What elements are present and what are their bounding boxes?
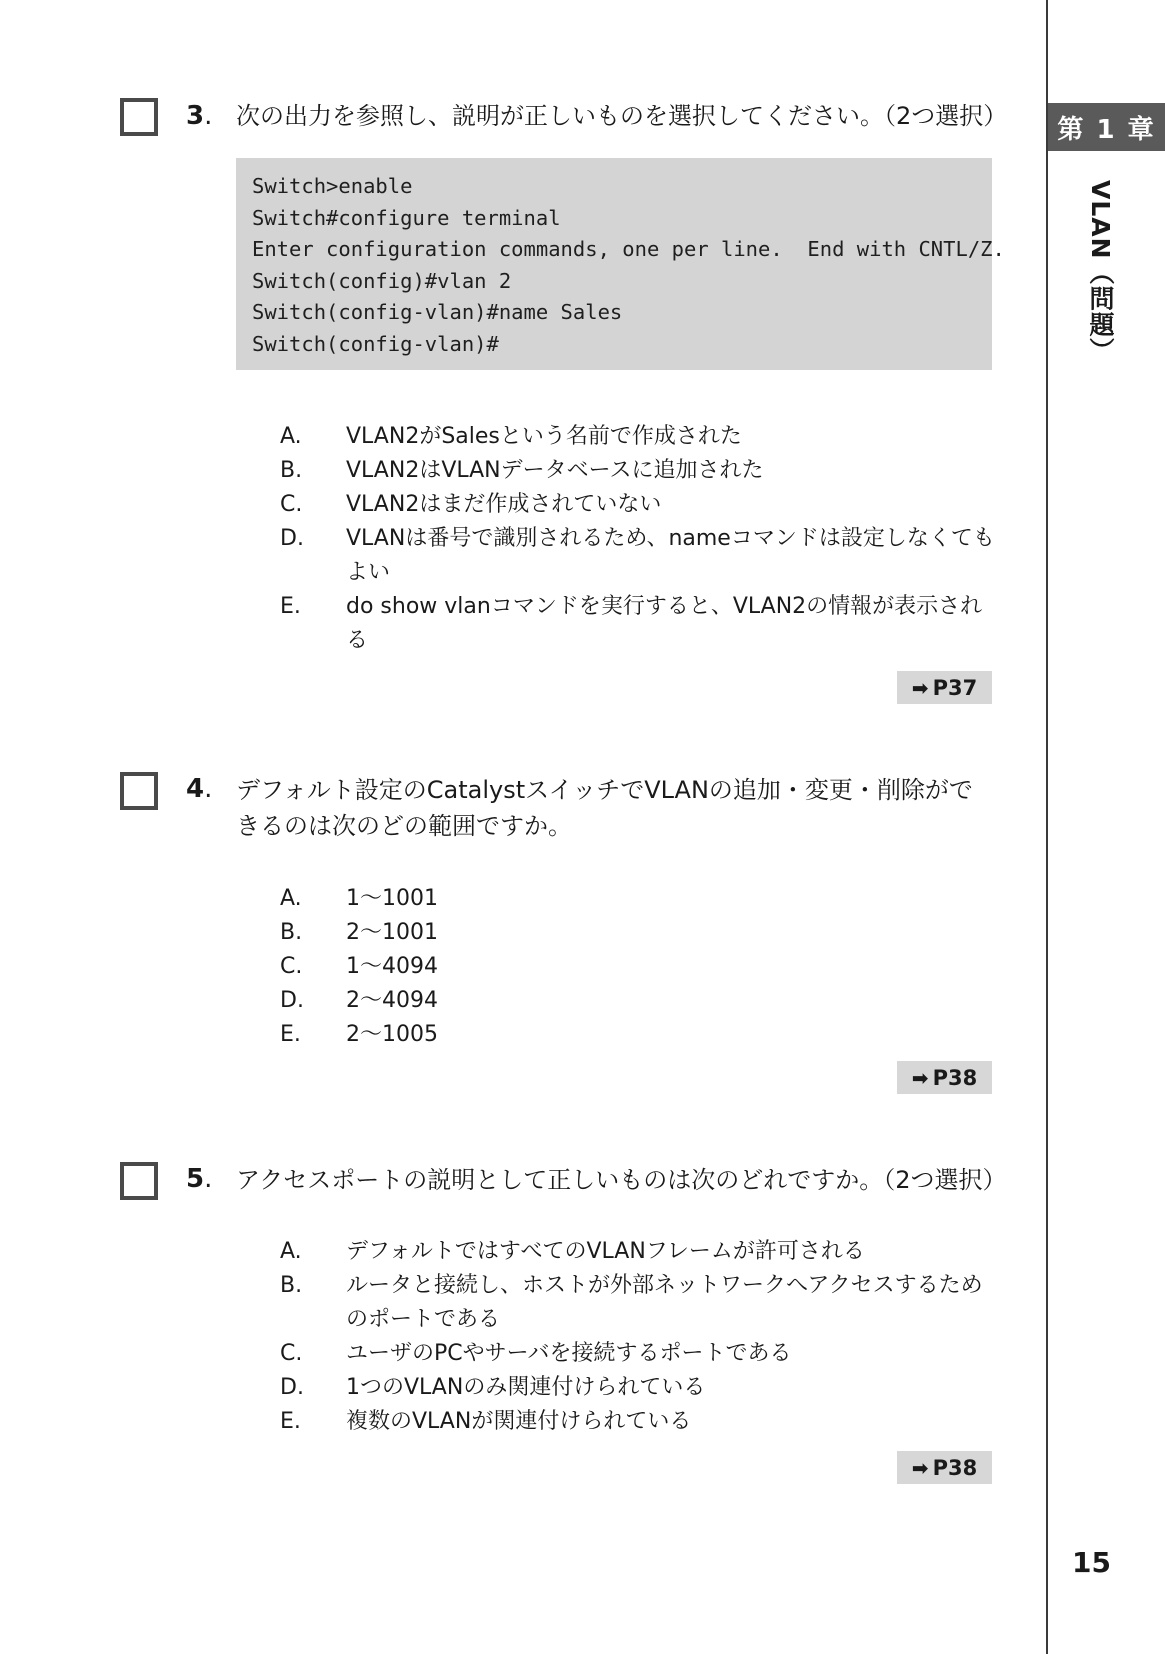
page-number: 15 [1072,1546,1111,1579]
question-number: 4. [186,774,213,804]
answer-page-link[interactable]: ➡ P38 [897,1451,992,1484]
choice-d[interactable]: D. VLANは番号で識別されるため、nameコマンドは設定しなくてもよい [280,526,995,585]
choice-c[interactable]: C. 1〜4094 [280,954,438,979]
question-text: アクセスポートの説明として正しいものは次のどれですか。（2つ選択） [236,1166,1007,1194]
choice-e[interactable]: E. do show vlanコマンドを実行すると、VLAN2の情報が表示される [280,594,983,653]
choice-a[interactable]: A. デフォルトではすべてのVLANフレームが許可される [280,1239,865,1264]
arrow-right-icon: ➡ [911,1455,929,1480]
choice-c[interactable]: C. VLAN2はまだ作成されていない [280,492,662,517]
choice-b[interactable]: B. VLAN2はVLANデータベースに追加された [280,458,764,483]
question-number: 5. [186,1164,213,1194]
chapter-side-title: VLAN（問題） [1086,180,1115,364]
sidebar-rule [1046,0,1048,1654]
question-text: 次の出力を参照し、説明が正しいものを選択してください。（2つ選択） [236,102,1008,130]
choice-b[interactable]: B. ルータと接続し、ホストが外部ネットワークへアクセスするためのポートである [280,1273,983,1332]
choice-c[interactable]: C. ユーザのPCやサーバを接続するポートである [280,1341,792,1366]
arrow-right-icon: ➡ [911,675,929,700]
question-checkbox[interactable] [120,772,158,810]
choice-b[interactable]: B. 2〜1001 [280,920,438,945]
code-output-block: Switch>enable Switch#configure terminal Enter configuration commands, one per line. End with CNTL/Z. Switch(config)#vlan 2 Switch(config-vlan)#name Sales Switch(config-vlan)# [236,158,992,370]
choice-d[interactable]: D. 2〜4094 [280,988,438,1013]
answer-page-link[interactable]: ➡ P38 [897,1061,992,1094]
choice-list [276,1235,996,1439]
choice-a[interactable]: A. 1〜1001 [280,886,438,911]
choice-e[interactable]: E. 2〜1005 [280,1022,438,1047]
choice-e[interactable]: E. 複数のVLANが関連付けられている [280,1409,692,1434]
question-number: 3. [186,101,213,131]
choice-list [276,882,996,1052]
chapter-tab: 第 1 章 [1048,103,1165,151]
question-checkbox[interactable] [120,1162,158,1200]
choice-a[interactable]: A. VLAN2がSalesという名前で作成された [280,424,742,449]
arrow-right-icon: ➡ [911,1065,929,1090]
choice-list [276,420,996,658]
question-text: デフォルト設定のCatalystスイッチでVLANの追加・変更・削除ができるのは次のどの範囲ですか。 [236,776,973,840]
question-checkbox[interactable] [120,98,158,136]
choice-d[interactable]: D. 1つのVLANのみ関連付けられている [280,1375,706,1400]
answer-page-link[interactable]: ➡ P37 [897,671,992,704]
